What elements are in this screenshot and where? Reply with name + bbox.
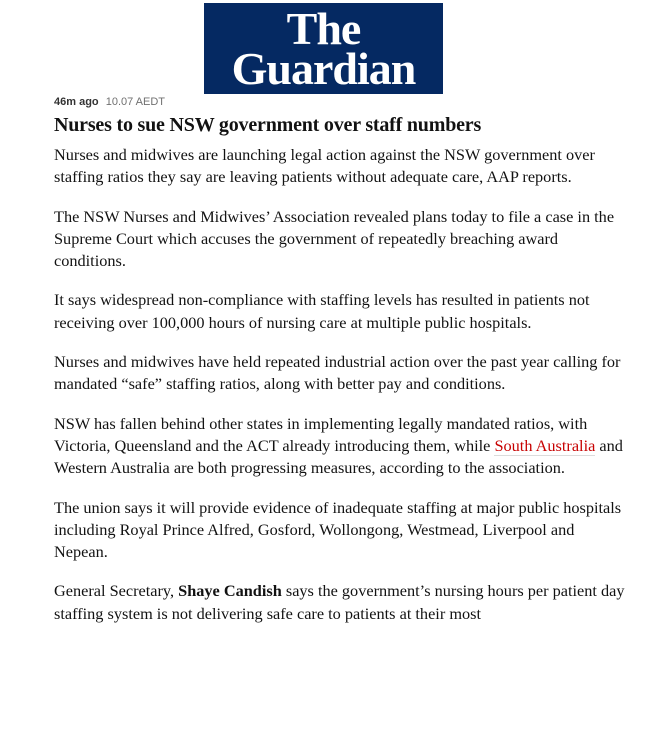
paragraph-7-text-a: General Secretary, [54, 581, 179, 601]
paragraph-7 [54, 580, 629, 625]
paragraph-3: It says widespread non-compliance with staffing levels has resulted in patients not receiving over 100,000 hours of nursing care at multiple public hospitals. [54, 290, 590, 332]
paragraph-4: Nurses and midwives have held repeated industrial action over the past year calling for mandated “safe” staffing ratios, along with better pay and conditions. [54, 352, 621, 394]
paragraph-5-text-a: NSW has fallen behind other states in implementing legally mandated ratios, with Victoria, Queensland and the ACT already introducing them, while [54, 413, 588, 455]
paragraph-5-text-b: and Western Australia are both progressing measures, according to the association. [54, 435, 623, 478]
logo-line-1: The [286, 2, 361, 54]
guardian-logo [204, 3, 443, 94]
paragraph-7-text-b: says the government’s nursing hours per patient day staffing system is not delivering safe care to patients at their most [54, 581, 625, 623]
logo-line-2: Guardian [231, 42, 416, 94]
post-headline: Nurses to sue NSW government over staff numbers [54, 114, 482, 136]
south-australia-link[interactable]: South Australia [494, 435, 596, 455]
article-body [54, 144, 629, 642]
timestamp: 10.07 AEDT [105, 96, 166, 108]
paragraph-5 [54, 413, 629, 480]
paragraph-1: Nurses and midwives are launching legal action against the NSW government over staffing ratios they say are leaving patients without adequate care, AAP reports. [54, 145, 595, 187]
person-name: Shaye Candish [178, 581, 282, 601]
paragraph-2: The NSW Nurses and Midwives’ Association revealed plans today to file a case in the Supreme Court which accuses the government of repeatedly breaching award conditions. [54, 206, 615, 271]
paragraph-6: The union says it will provide evidence of inadequate staffing at major public hospitals including Royal Prince Alfred, Gosford, Wollongong, Westmead, Liverpool and Nepean. [54, 497, 622, 562]
time-ago: 46m ago [54, 96, 99, 108]
post-meta [54, 96, 165, 108]
